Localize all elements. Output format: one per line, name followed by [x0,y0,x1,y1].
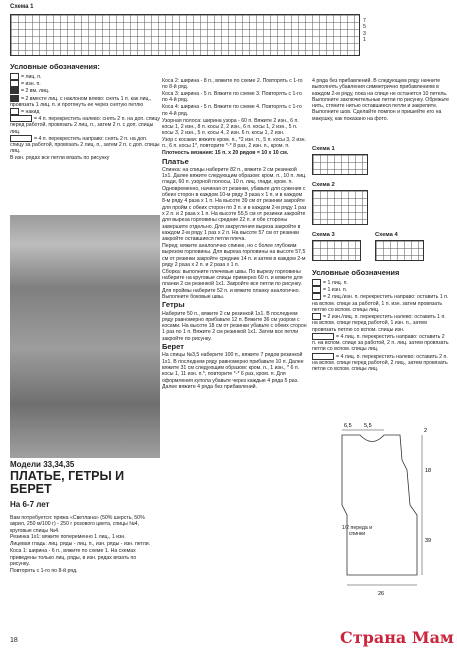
chart-2-grid [312,190,368,225]
ssk-symbol-icon [10,95,19,102]
legend-right: Условные обозначения = 1 лиц. п. = 1 изн. п. = 2 лиц./изн. п. перекрестить направо: оставить 1 п. на вспом. спице за работой, 1 п. изн. затем провязать петлю со вспом. спицы лиц. = 2 изн./лиц. п. перекрестить налево: оставить 1 п. на вспом. спице перед работой, 1 изн. п., затем провязать петлю со вспом. спицы изн. = 4 лиц. п. перекрестить направо: оставить 2 п. на вспом. спице за работой, 2 п. лиц. затем провязать петли со вспом. спицы лиц. = 4 лиц. п. перекрестить налево: оставить 2 п. на вспом. спице перед работой, 2 лиц., затем провязать петли со вспом. спицы лиц. [312,268,449,373]
pattern-side-label-1: 2 [424,428,428,434]
pattern-side-label-3: 39 [425,538,432,544]
chart-4-grid [375,240,424,261]
right-intro-text: 4 ряда без прибавлений. В следующем ряду начните выполнять убавления симметрично прибавлениям в каждом 2-м ряду, пока на спице не останется 10 петель. Выполните заключительные петли по рисунку. Обрежьте нить, стяните нитью оставшиеся петли и закрепите. Выполните шов. Сделайте помпон и пришейте его на макушку, как показано на фото. [312,78,449,122]
k2tog-symbol-icon [10,87,19,94]
legend-left: Условные обозначения: = лиц. п. = изн. п. = 2 вм. лиц. = 2 вместе лиц. с наклоном влево: снять 1 п. как лиц., провязать 1 лиц. п. и протянуть ее через снятую петлю = накид = 4 п. перекрестить налево: снять 2 п. на доп. спицу перед работой, провязать 2 лиц. п., затем 2 п. с доп. спицы лиц. = 4 п. перекрестить направо: снять 2 п. на доп. спицу за работой, провязать 2 лиц. п., затем 2 п. с доп. спицы лиц. В изн. рядах все петли вязать по рисунку [10,62,160,161]
pattern-bottom-label: 26 [378,591,385,597]
purl-symbol-icon [10,80,19,87]
legend-title: Условные обозначения: [10,62,100,71]
garment-pattern-diagram [312,420,452,600]
top-chart-title: Схема 1 [10,4,34,10]
materials-text: Вам потребуется: пряжа «Светлана» (50% шерсть, 50% акрил, 250 м/100 г) - 250 г розового цвета, спицы №4, круговые спицы №4. Резинка 1х1: вяжите попеременно 1 лиц., 1 изн. Лицевая гладь: лиц. ряды - лиц. п., изн. ряды - изн. петли. Коса 1: ширина - 6 п., вяжите по схеме 1. На схемах приведены только лиц. ряды, в изн. рядах вязать по рисунку. Повторять с 1-го по 8-й ряд. [10,515,151,574]
pattern-center-label: 1/2 переда и спинки [341,525,373,538]
purl-symbol-icon-2 [312,286,321,293]
leggings-heading: Гетры [162,300,185,310]
top-knitting-chart [10,14,360,56]
models-label: Модели 33,34,35 [10,460,75,469]
pattern-top-label-2: 5,5 [364,423,372,429]
page-number: 18 [10,637,18,644]
middle-column-text: Коса 2: ширина - 8 п., вяжите по схеме 2. Повторять с 1-го по 8-й ряд. Коса 3: ширина - 5 п. Вяжите по схеме 3. Повторять с 1-го по 4-й ряд. Коса 4: ширина - 5 п. Вяжите по схеме 4. Повторять с 1-го по 4-й ряд. Узорная полоса: ширина узора - 60 п. Вяжите 2 изн., 6 п. косы 1, 2 изн., 8 п. косы 2, 2 изн., 6 п. косы 1, 2 изн., 5 п. косы 3, 2 изн., 5 п. косы 4, 2 изн. 6 п. косы 1, 2 изн. Узор с косами: вяжите кром. п., *2 изн. п., 5 п. косы 3, 2 изн. п., 6 п. косы 1*, повторите *-* 8 раз, 2 изн. п., кром. п. Плотность вязания: 15 п. х 20 рядов = 10 х 10 см. Платье Спинка: на спицы наберите 82 п., вяжите 2 см резинкой 1х1. Далее вяжите следующим образом: кром. п., 10 п. лиц. глади, 60 п. узорной полосы, 10 п. лиц. глади, кром. п. Одновременно, начиная от резинки, убавьте для сужения с обеих сторон в каждом 10-м ряду 3 раза х 1 п. и в каждом 8-м ряду 4 раза х 1 п. На высоте 39 см от резинки закройте для пройм с обеих сторон по 3 п. и в каждом 2-м ряду 1 раз х 2 п. и 2 раза х 1 п. На высоте 55,5 см от резинки закройте для выреза горловины средние 22 п. и обе стороны завершите отдельно. Для закругления выреза закройте в каждом 2-м ряду 1 раз х 2 п. На высоте 57 см от резинки закройте оставшиеся петли плеча. Перед: вяжите аналогично спинке, но с более глубоким вырезом горловины. Для выреза горловины на высоте 57,5 см от резинки закройте средние 14 п. и затем в каждом 2-м ряду 2 раза х 2 п. и 2 раза х 1 п. Сборка: выполните плечевые швы. По вырезу горловины наберите на круговые спицы примерно 60 п. и вяжите для планки 2 см резинкой 1х1. Закройте все петли по рисунку. Для проймы наберите 52 п. и вяжите планку аналогично. Выполните боковые швы. Гетры Наберите 50 п., вяжите 2 см резинкой 1х1. В последнем ряду равномерно прибавьте 12 п. Вяжите 36 см узором с косами. На высоте 18 см от резинки убавьте с обеих сторон 1 раз по 1 п. Вяжите 2 см резинкой 1х1. Затем все петли закройте по рисунку. Берет На спицы №3,5 наберите 100 п., вяжите 7 рядов резинкой 1х1. В последнем ряду равномерно прибавьте 10 п. Далее вяжите 31 см следующим образом: кром. п., 1 изн., * 6 п. косы 1, 11 изн. п.*, повторите *-* 6 раз, кром. п. Для оформления купола убавьте через каждые 4 ряда 5 раз. Далее вяжите 4 ряда без прибавлений. [162,78,307,390]
chart-4-title: Схема 4 [375,232,398,238]
age-label: На 6-7 лет [10,500,50,509]
knit-symbol-icon-2 [312,279,321,286]
chart-2-title: Схема 2 [312,182,335,188]
chart-row-numbers: 7 5 3 1 [363,18,366,43]
beret-heading: Берет [162,342,184,352]
legend-right-title: Условные обозначения [312,268,400,277]
dress-heading: Платье [162,156,189,166]
knit-symbol-icon [10,73,19,80]
yarnover-symbol-icon [10,108,19,115]
watermark-logo: Страна Мам [340,628,454,647]
pattern-top-label-1: 6,5 [344,423,352,429]
chart-3-grid [312,240,361,261]
cross-right-symbol-icon [312,293,321,300]
chart-3-title: Схема 3 [312,232,335,238]
chart-1-grid [312,154,368,175]
cable-right-symbol-icon [10,135,32,142]
cable4-right-symbol-icon [312,333,334,340]
article-title: ПЛАТЬЕ, ГЕТРЫ И БЕРЕТ [10,469,125,496]
model-photo [10,215,160,458]
cable4-left-symbol-icon [312,353,334,360]
pattern-side-label-2: 18 [425,468,432,474]
chart-1-title: Схема 1 [312,146,335,152]
